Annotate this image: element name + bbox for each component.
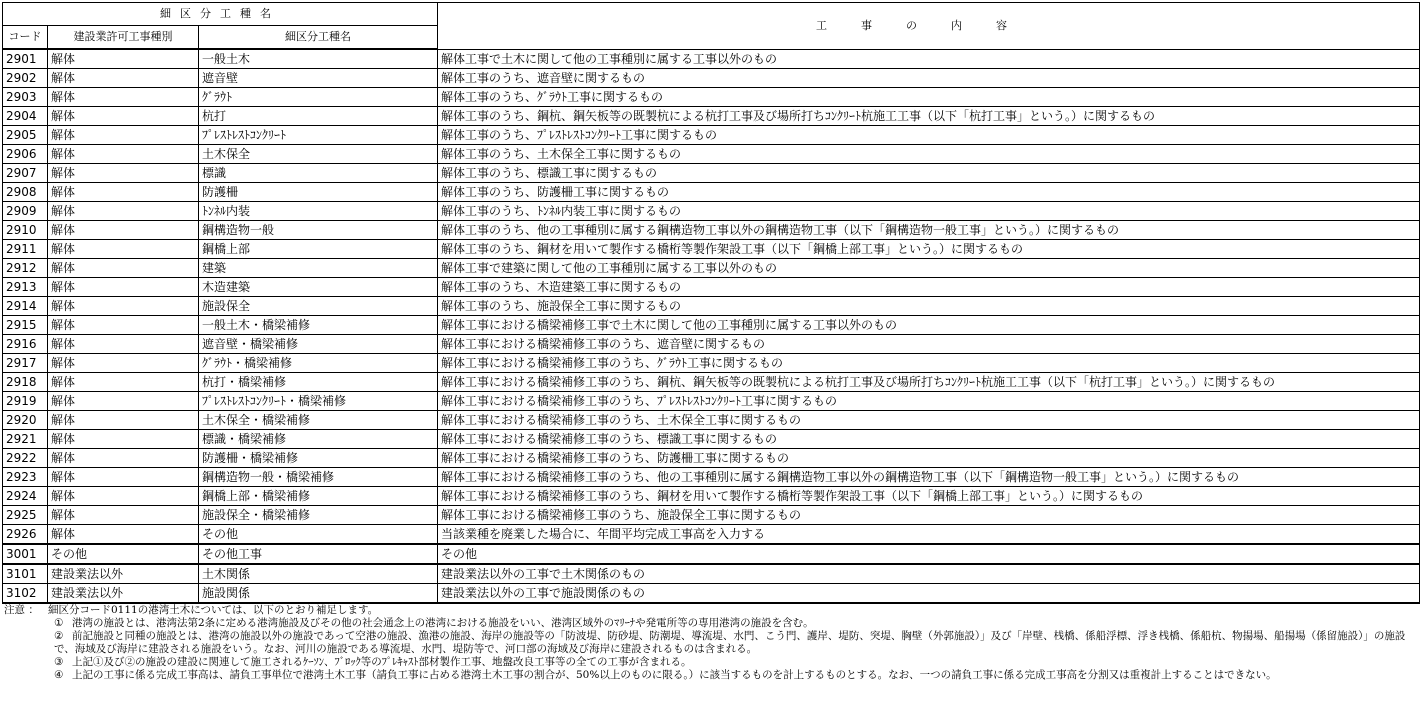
cell-code: 2922 <box>3 449 48 468</box>
cell-content: 建設業法以外の工事で施設関係のもの <box>438 584 1420 604</box>
cell-content: 解体工事のうち、木造建築工事に関するもの <box>438 278 1420 297</box>
cell-content: 解体工事のうち、鋼杭、鋼矢板等の既製杭による杭打工事及び場所打ちｺﾝｸﾘｰﾄ杭施工工事（以下「杭打工事」という。）に関するもの <box>438 107 1420 126</box>
cell-content: 解体工事で建築に関して他の工事種別に属する工事以外のもの <box>438 259 1420 278</box>
notes-label: 注意 ： <box>4 604 39 616</box>
cell-type: 解体 <box>48 411 199 430</box>
table-row <box>3 449 1420 468</box>
cell-name: 杭打 <box>199 107 438 126</box>
cell-code: 3001 <box>3 544 48 564</box>
cell-code: 3101 <box>3 564 48 584</box>
table-row <box>3 525 1420 545</box>
cell-type: 解体 <box>48 88 199 107</box>
cell-content: 解体工事のうち、ｸﾞﾗｳﾄ工事に関するもの <box>438 88 1420 107</box>
cell-name: 鋼橋上部 <box>199 240 438 259</box>
cell-code: 2917 <box>3 354 48 373</box>
cell-content: 解体工事のうち、標識工事に関するもの <box>438 164 1420 183</box>
cell-code: 2905 <box>3 126 48 145</box>
cell-type: 解体 <box>48 316 199 335</box>
cell-type: 解体 <box>48 202 199 221</box>
table-row <box>3 335 1420 354</box>
cell-type: 解体 <box>48 392 199 411</box>
cell-content: 解体工事のうち、土木保全工事に関するもの <box>438 145 1420 164</box>
cell-name: 一般土木・橋梁補修 <box>199 316 438 335</box>
table-row <box>3 411 1420 430</box>
cell-content: 解体工事における橋梁補修工事のうち、鋼材を用いて製作する橋桁等製作架設工事（以下「鋼橋上部工事」という。）に関するもの <box>438 487 1420 506</box>
cell-type: 解体 <box>48 487 199 506</box>
cell-code: 2916 <box>3 335 48 354</box>
header-sub-type-name: 細区分工種名 <box>199 26 438 50</box>
table-row <box>3 126 1420 145</box>
table-row <box>3 49 1420 69</box>
cell-type: 解体 <box>48 259 199 278</box>
cell-type: 解体 <box>48 240 199 259</box>
table-row <box>3 392 1420 411</box>
cell-name: 鋼構造物一般・橋梁補修 <box>199 468 438 487</box>
cell-type: 建設業法以外 <box>48 564 199 584</box>
cell-type: 解体 <box>48 430 199 449</box>
cell-name: その他 <box>199 525 438 545</box>
notes-section <box>4 604 1414 682</box>
note-item <box>54 669 1414 682</box>
cell-content: 建設業法以外の工事で土木関係のもの <box>438 564 1420 584</box>
note-number: ① <box>54 617 64 629</box>
cell-type: 解体 <box>48 354 199 373</box>
table-row <box>3 183 1420 202</box>
table-row <box>3 202 1420 221</box>
cell-content: 解体工事のうち、他の工事種別に属する鋼構造物工事以外の鋼構造物工事（以下「鋼構造物一般工事」という。）に関するもの <box>438 221 1420 240</box>
cell-name: 土木保全・橋梁補修 <box>199 411 438 430</box>
cell-type: 解体 <box>48 221 199 240</box>
cell-type: 解体 <box>48 335 199 354</box>
cell-name: その他工事 <box>199 544 438 564</box>
cell-code: 2904 <box>3 107 48 126</box>
cell-type: 建設業法以外 <box>48 584 199 604</box>
cell-name: 杭打・橋梁補修 <box>199 373 438 392</box>
cell-code: 2903 <box>3 88 48 107</box>
note-item <box>54 656 1414 669</box>
cell-code: 2926 <box>3 525 48 545</box>
cell-code: 2910 <box>3 221 48 240</box>
cell-name: ﾌﾟﾚｽﾄﾚｽﾄｺﾝｸﾘｰﾄ <box>199 126 438 145</box>
cell-content: 解体工事のうち、鋼材を用いて製作する橋桁等製作架設工事（以下「鋼橋上部工事」という。）に関するもの <box>438 240 1420 259</box>
note-number: ② <box>54 630 64 642</box>
note-item <box>54 630 1414 656</box>
table-row <box>3 564 1420 584</box>
cell-content: 解体工事における橋梁補修工事で土木に関して他の工事種別に属する工事以外のもの <box>438 316 1420 335</box>
cell-type: 解体 <box>48 164 199 183</box>
note-item <box>54 617 1414 630</box>
table-body <box>3 49 1420 603</box>
cell-code: 2918 <box>3 373 48 392</box>
table-row <box>3 164 1420 183</box>
header-permit-type: 建設業許可工事種別 <box>48 26 199 50</box>
cell-type: 解体 <box>48 468 199 487</box>
notes-list <box>4 617 1414 682</box>
cell-content: 解体工事のうち、ﾄﾝﾈﾙ内装工事に関するもの <box>438 202 1420 221</box>
cell-content: 解体工事における橋梁補修工事のうち、遮音壁に関するもの <box>438 335 1420 354</box>
cell-name: 木造建築 <box>199 278 438 297</box>
cell-code: 2909 <box>3 202 48 221</box>
table-row <box>3 354 1420 373</box>
cell-content: 解体工事における橋梁補修工事のうち、施設保全工事に関するもの <box>438 506 1420 525</box>
table-row <box>3 88 1420 107</box>
cell-code: 2920 <box>3 411 48 430</box>
cell-code: 2925 <box>3 506 48 525</box>
table-row <box>3 221 1420 240</box>
cell-name: 鋼橋上部・橋梁補修 <box>199 487 438 506</box>
cell-code: 2914 <box>3 297 48 316</box>
cell-name: 建築 <box>199 259 438 278</box>
cell-type: 解体 <box>48 49 199 69</box>
note-text: 上記①及び②の施設の建設に関連して施工されるｹｰｿﾝ、ﾌﾞﾛｯｸ等のﾌﾟﾚｷｬｽﾄ部材製作工事、地盤改良工事等の全ての工事が含まれる。 <box>72 656 692 668</box>
cell-name: 施設保全 <box>199 297 438 316</box>
table-row <box>3 487 1420 506</box>
header-content: 工事の内容 <box>438 3 1420 50</box>
cell-name: ｸﾞﾗｳﾄ <box>199 88 438 107</box>
cell-content: 解体工事のうち、施設保全工事に関するもの <box>438 297 1420 316</box>
table-row <box>3 584 1420 604</box>
cell-content: 当該業種を廃業した場合に、年間平均完成工事高を入力する <box>438 525 1420 545</box>
cell-name: 土木関係 <box>199 564 438 584</box>
cell-type: 解体 <box>48 107 199 126</box>
cell-name: ｸﾞﾗｳﾄ・橋梁補修 <box>199 354 438 373</box>
table-row <box>3 297 1420 316</box>
cell-content: 解体工事のうち、ﾌﾟﾚｽﾄﾚｽﾄｺﾝｸﾘｰﾄ工事に関するもの <box>438 126 1420 145</box>
cell-code: 2908 <box>3 183 48 202</box>
note-text: 上記の工事に係る完成工事高は、請負工事単位で港湾土木工事（請負工事に占める港湾土木工事の割合が、50%以上のものに限る。）に該当するものを計上するものとする。なお、一つの請負工事に係る完成工事高を分割又は重複計上することはできない。 <box>72 669 1277 681</box>
cell-content: 解体工事における橋梁補修工事のうち、鋼杭、鋼矢板等の既製杭による杭打工事及び場所打ちｺﾝｸﾘｰﾄ杭施工工事（以下「杭打工事」という。）に関するもの <box>438 373 1420 392</box>
table-row <box>3 316 1420 335</box>
cell-content: 解体工事における橋梁補修工事のうち、防護柵工事に関するもの <box>438 449 1420 468</box>
cell-name: 標識 <box>199 164 438 183</box>
table-row <box>3 69 1420 88</box>
cell-code: 2901 <box>3 49 48 69</box>
cell-code: 2906 <box>3 145 48 164</box>
cell-name: 一般土木 <box>199 49 438 69</box>
cell-type: 解体 <box>48 373 199 392</box>
note-text: 港湾の施設とは、港湾法第2条に定める港湾施設及びその他の社会通念上の港湾における施設をいい、港湾区域外のﾏﾘｰﾅや発電所等の専用港湾の施設を含む。 <box>72 617 814 629</box>
cell-name: 防護柵・橋梁補修 <box>199 449 438 468</box>
cell-type: 解体 <box>48 145 199 164</box>
cell-content: 解体工事における橋梁補修工事のうち、土木保全工事に関するもの <box>438 411 1420 430</box>
header-group-title: 細区分工種名 <box>3 3 438 26</box>
cell-content: その他 <box>438 544 1420 564</box>
cell-name: 防護柵 <box>199 183 438 202</box>
cell-code: 2921 <box>3 430 48 449</box>
header-code: コード <box>3 26 48 50</box>
cell-content: 解体工事のうち、防護柵工事に関するもの <box>438 183 1420 202</box>
header-row-group <box>3 3 1420 26</box>
cell-code: 2907 <box>3 164 48 183</box>
cell-type: 解体 <box>48 278 199 297</box>
cell-name: ﾌﾟﾚｽﾄﾚｽﾄｺﾝｸﾘｰﾄ・橋梁補修 <box>199 392 438 411</box>
cell-type: 解体 <box>48 449 199 468</box>
cell-type: 解体 <box>48 525 199 545</box>
cell-name: 土木保全 <box>199 145 438 164</box>
table-row <box>3 278 1420 297</box>
table-row <box>3 373 1420 392</box>
cell-code: 3102 <box>3 584 48 604</box>
cell-content: 解体工事のうち、遮音壁に関するもの <box>438 69 1420 88</box>
cell-content: 解体工事における橋梁補修工事のうち、ﾌﾟﾚｽﾄﾚｽﾄｺﾝｸﾘｰﾄ工事に関するもの <box>438 392 1420 411</box>
table-row <box>3 259 1420 278</box>
table-row <box>3 430 1420 449</box>
note-number: ③ <box>54 656 64 668</box>
cell-name: 遮音壁・橋梁補修 <box>199 335 438 354</box>
cell-content: 解体工事における橋梁補修工事のうち、他の工事種別に属する鋼構造物工事以外の鋼構造物工事（以下「鋼構造物一般工事」という。）に関するもの <box>438 468 1420 487</box>
notes-intro-text: 細区分コード0111の港湾土木については、以下のとおり補足します。 <box>48 604 379 616</box>
table-row <box>3 506 1420 525</box>
cell-content: 解体工事における橋梁補修工事のうち、ｸﾞﾗｳﾄ工事に関するもの <box>438 354 1420 373</box>
cell-type: 解体 <box>48 183 199 202</box>
cell-name: ﾄﾝﾈﾙ内装 <box>199 202 438 221</box>
cell-code: 2913 <box>3 278 48 297</box>
cell-code: 2902 <box>3 69 48 88</box>
cell-code: 2924 <box>3 487 48 506</box>
cell-code: 2912 <box>3 259 48 278</box>
cell-code: 2923 <box>3 468 48 487</box>
cell-name: 鋼構造物一般 <box>199 221 438 240</box>
cell-name: 施設保全・橋梁補修 <box>199 506 438 525</box>
table-row <box>3 468 1420 487</box>
cell-type: その他 <box>48 544 199 564</box>
cell-type: 解体 <box>48 126 199 145</box>
cell-name: 標識・橋梁補修 <box>199 430 438 449</box>
cell-name: 施設関係 <box>199 584 438 604</box>
table-row <box>3 544 1420 564</box>
cell-code: 2915 <box>3 316 48 335</box>
note-number: ④ <box>54 669 64 681</box>
cell-name: 遮音壁 <box>199 69 438 88</box>
note-text: 前記施設と同種の施設とは、港湾の施設以外の施設であって空港の施設、漁港の施設、海岸の施設等の「防波堤、防砂堤、防潮堤、導流堤、水門、こう門、護岸、堤防、突堤、胸壁（外郭施設）」及び「岸壁、桟橋、係船浮標、浮き桟橋、係船杭、物揚場、船揚場（係留施設）」の施設で、海域及び海岸に建設される施設をいう。なお、河川の施設である導流堤、水門、堤防等で、河口部の海域及び海岸に建設されるものは含まれる。 <box>54 630 1406 655</box>
work-type-table <box>2 2 1420 604</box>
cell-type: 解体 <box>48 69 199 88</box>
table-row <box>3 107 1420 126</box>
cell-content: 解体工事で土木に関して他の工事種別に属する工事以外のもの <box>438 49 1420 69</box>
cell-code: 2919 <box>3 392 48 411</box>
cell-content: 解体工事における橋梁補修工事のうち、標識工事に関するもの <box>438 430 1420 449</box>
table-row <box>3 145 1420 164</box>
cell-type: 解体 <box>48 506 199 525</box>
cell-code: 2911 <box>3 240 48 259</box>
notes-intro <box>4 604 1414 617</box>
table-row <box>3 240 1420 259</box>
cell-type: 解体 <box>48 297 199 316</box>
